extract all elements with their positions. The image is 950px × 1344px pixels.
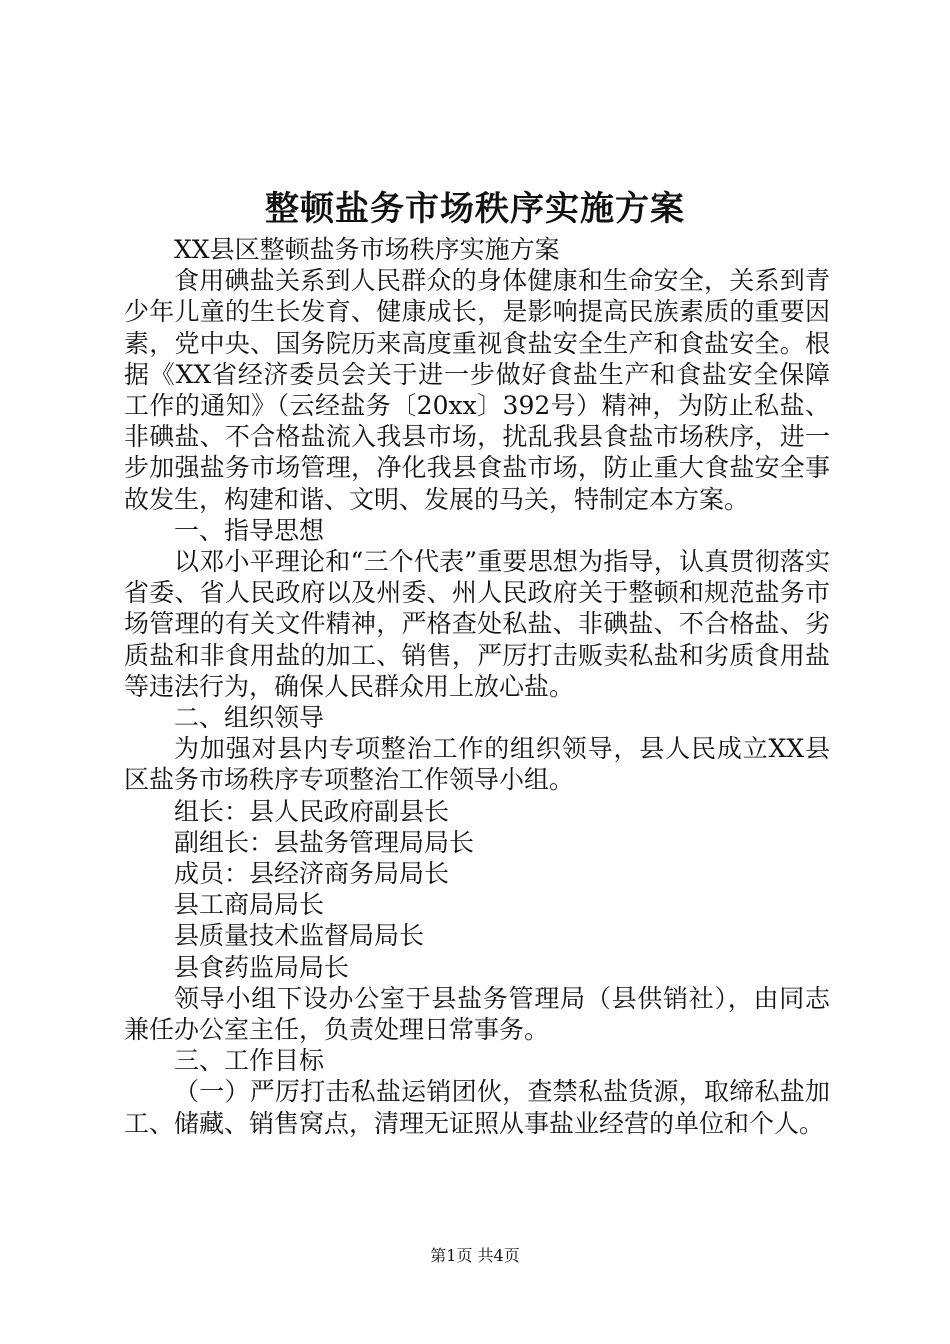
member-line-commerce: 县工商局局长 [174, 890, 325, 920]
section-heading-3: 三、工作目标 [174, 1046, 325, 1076]
section-heading-1: 一、指导思想 [174, 515, 325, 545]
document-title: 整顿盐务市场秩序实施方案 [265, 189, 685, 229]
paragraph-goal-1: （一）严厉打击私盐运销团伙，查禁私盐货源，取缔私盐加工、储藏、销售窝点，清理无证照从事盐业经营的单位和个人。 [124, 1077, 830, 1138]
paragraph-subtitle: XX县区整顿盐务市场秩序实施方案 [174, 235, 560, 264]
paragraph-office: 领导小组下设办公室于县盐务管理局（县供销社），由同志兼任办公室主任，负责处理日常事务。 [124, 983, 830, 1045]
paragraph-intro: 食用碘盐关系到人民群众的身体健康和生命安全，关系到青少年儿童的生长发育、健康成长，是影响提高民族素质的重要因素，党中央、国务院历来高度重视食盐安全生产和食盐安全。根据《XX省经济委员会关于进一步做好食盐生产和食盐安全保障工作的通知》（云经盐务〔20xx〕392号）精神，为防止私盐、非碘盐、不合格盐流入我县市场，扰乱我县食盐市场秩序，进一步加强盐务市场管理，净化我县食盐市场，防止重大食盐安全事故发生，构建和谐、文明、发展的马关，特制定本方案。 [124, 266, 830, 514]
paragraph-guiding-thought: 以邓小平理论和“三个代表”重要思想为指导，认真贯彻落实省委、省人民政府以及州委、州人民政府关于整顿和规范盐务市场管理的有关文件精神，严格查处私盐、非碘盐、不合格盐、劣质盐和非食用盐的加工、销售，严厉打击贩卖私盐和劣质食用盐等违法行为，确保人民群众用上放心盐。 [124, 547, 830, 701]
document-body [124, 234, 830, 1139]
member-line-leader: 组长：县人民政府副县长 [174, 796, 450, 826]
paragraph-organization: 为加强对县内专项整治工作的组织领导，县人民成立XX县区盐务市场秩序专项整治工作领导小组。 [124, 734, 830, 795]
member-line-deputy: 副组长：县盐务管理局局长 [174, 827, 475, 857]
page-footer: 第1页 共4页 [430, 1246, 520, 1265]
member-line-food: 县食药监局局长 [174, 952, 350, 982]
section-heading-2: 二、组织领导 [174, 703, 325, 733]
member-line-quality: 县质量技术监督局局长 [174, 921, 425, 951]
member-line-members: 成员：县经济商务局局长 [174, 859, 450, 889]
